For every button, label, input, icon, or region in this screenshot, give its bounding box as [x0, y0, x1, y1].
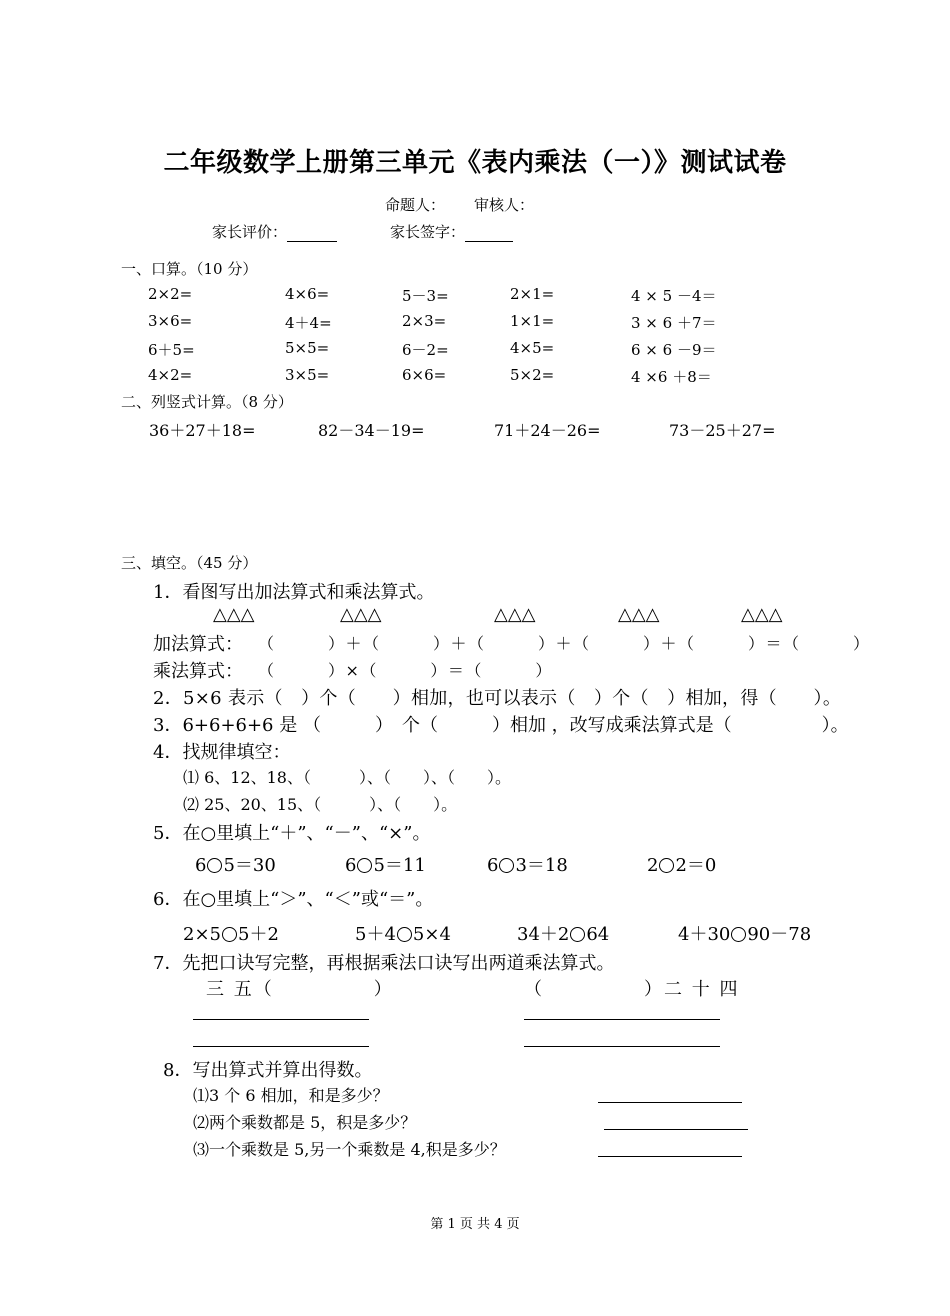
- oral-calc-item: 6－2=: [402, 341, 449, 359]
- answer-line[interactable]: [604, 1129, 748, 1130]
- q8-part3: ⑶一个乘数是 5,另一个乘数是 4,积是多少？: [193, 1140, 506, 1159]
- oral-calc-item: 5－3=: [402, 287, 449, 305]
- q6-item-2: 5＋4 5×4: [355, 924, 451, 945]
- addition-expression[interactable]: （ ）＋（ ）＋（ ）＋（ ）＋（ ）＝（ ）: [258, 634, 871, 653]
- blank-circle[interactable]: [659, 858, 674, 873]
- parent-evaluation: 家长评价：: [212, 221, 337, 242]
- addition-label: 加法算式：: [153, 634, 243, 655]
- answer-line[interactable]: [193, 1046, 369, 1047]
- oral-calc-item: 4 ×6 ＋8＝: [631, 368, 712, 386]
- q8-text: 8．写出算式并算出得数。: [163, 1060, 373, 1081]
- page-title: 二年级数学上册第三单元《表内乘法（一）》测试试卷: [163, 148, 787, 178]
- oral-calc-item: 6＋5=: [148, 341, 195, 359]
- answer-line[interactable]: [524, 1046, 720, 1047]
- oral-calc-item: 4＋4=: [285, 314, 332, 332]
- blank-circle[interactable]: [499, 858, 514, 873]
- q3-text: 3．6+6+6+6 是 （ ） 个（ ）相加 ，改写成乘法算式是（ ）。: [153, 715, 849, 736]
- triangle-group-5: △△△: [741, 604, 783, 625]
- evaluation-blank[interactable]: [287, 225, 337, 242]
- q6-item-3: 34＋2 64: [517, 924, 610, 945]
- blank-circle[interactable]: [222, 927, 237, 942]
- page-footer: 第 1 页 共 4 页: [430, 1217, 520, 1232]
- q6-text: 6．在○里填上“＞”、“＜”或“＝”。: [153, 889, 434, 910]
- blank-circle[interactable]: [731, 927, 746, 942]
- oral-calc-item: 2×1=: [510, 285, 555, 303]
- q7-text: 7．先把口诀写完整，再根据乘法口诀写出两道乘法算式。: [153, 953, 615, 974]
- signature-blank[interactable]: [465, 225, 513, 242]
- answer-line[interactable]: [598, 1102, 742, 1103]
- vertical-calc-4: 73－25＋27=: [669, 421, 776, 440]
- oral-calc-item: 2×3=: [402, 312, 447, 330]
- section2-heading: 二、列竖式计算。（8 分）: [121, 393, 293, 411]
- triangle-group-4: △△△: [618, 604, 660, 625]
- blank-circle[interactable]: [207, 858, 222, 873]
- q7-left-rhyme[interactable]: 三 五（ ）: [206, 979, 394, 1000]
- section1-heading: 一、口算。（10 分）: [121, 260, 258, 278]
- section3-heading: 三、填空。（45 分）: [121, 554, 258, 572]
- q1-text: 1．看图写出加法算式和乘法算式。: [153, 582, 435, 603]
- oral-calc-item: 6 × 6 －9＝: [631, 341, 717, 359]
- q2-text: 2．5×6 表示（ ）个（ ）相加，也可以表示（ ）个（ ）相加，得（ ）。: [153, 688, 842, 709]
- oral-calc-item: 3 × 6 ＋7＝: [631, 314, 717, 332]
- multiplication-label: 乘法算式：: [153, 661, 243, 682]
- blank-circle[interactable]: [397, 927, 412, 942]
- parent-signature: 家长签字：: [390, 221, 513, 242]
- setter-label: 命题人：: [385, 196, 446, 214]
- multiplication-expression[interactable]: （ ）×（ ）＝（ ）: [258, 661, 553, 680]
- q8-part2: ⑵两个乘数都是 5，积是多少？: [193, 1113, 417, 1132]
- oral-calc-item: 4 × 5 －4＝: [631, 287, 717, 305]
- q7-right-rhyme[interactable]: （ ）二 十 四: [524, 979, 740, 1000]
- vertical-calc-3: 71＋24－26=: [494, 421, 601, 440]
- q5-item-1: 6 5＝30: [195, 855, 276, 876]
- q4-part2: ⑵ 25、20、15、（ ）、（ ）。: [183, 795, 458, 814]
- oral-calc-item: 3×5=: [285, 366, 330, 384]
- oral-calc-item: 4×5=: [510, 339, 555, 357]
- q5-item-3: 6 3＝18: [487, 855, 568, 876]
- q5-item-2: 6 5＝11: [345, 855, 426, 876]
- oral-calc-item: 1×1=: [510, 312, 555, 330]
- oral-calc-item: 5×2=: [510, 366, 555, 384]
- vertical-calc-1: 36＋27＋18=: [149, 421, 256, 440]
- answer-line[interactable]: [193, 1019, 369, 1020]
- oral-calc-item: 4×6=: [285, 285, 330, 303]
- q8-part1: ⑴3 个 6 相加，和是多少？: [193, 1086, 389, 1105]
- blank-circle[interactable]: [570, 927, 585, 942]
- q6-item-4: 4＋30 90－78: [678, 924, 812, 945]
- triangle-group-3: △△△: [494, 604, 536, 625]
- oral-calc-item: 6×6=: [402, 366, 447, 384]
- answer-line[interactable]: [524, 1019, 720, 1020]
- reviewer-label: 审核人：: [474, 196, 535, 214]
- triangle-group-1: △△△: [213, 604, 255, 625]
- oral-calc-item: 3×6=: [148, 312, 193, 330]
- blank-circle[interactable]: [357, 858, 372, 873]
- q5-text: 5．在○里填上“＋”、“－”、“×”。: [153, 823, 431, 844]
- q4-text: 4．找规律填空：: [153, 742, 291, 763]
- oral-calc-item: 4×2=: [148, 366, 193, 384]
- q5-item-4: 2 2＝0: [647, 855, 717, 876]
- oral-calc-item: 5×5=: [285, 339, 330, 357]
- vertical-calc-2: 82－34－19=: [318, 421, 425, 440]
- oral-calc-item: 2×2=: [148, 285, 193, 303]
- q6-item-1: 2×5 5＋2: [183, 924, 279, 945]
- answer-line[interactable]: [598, 1156, 742, 1157]
- q4-part1: ⑴ 6、12、18、（ ）、（ ）、（ ）。: [183, 768, 511, 787]
- triangle-group-2: △△△: [340, 604, 382, 625]
